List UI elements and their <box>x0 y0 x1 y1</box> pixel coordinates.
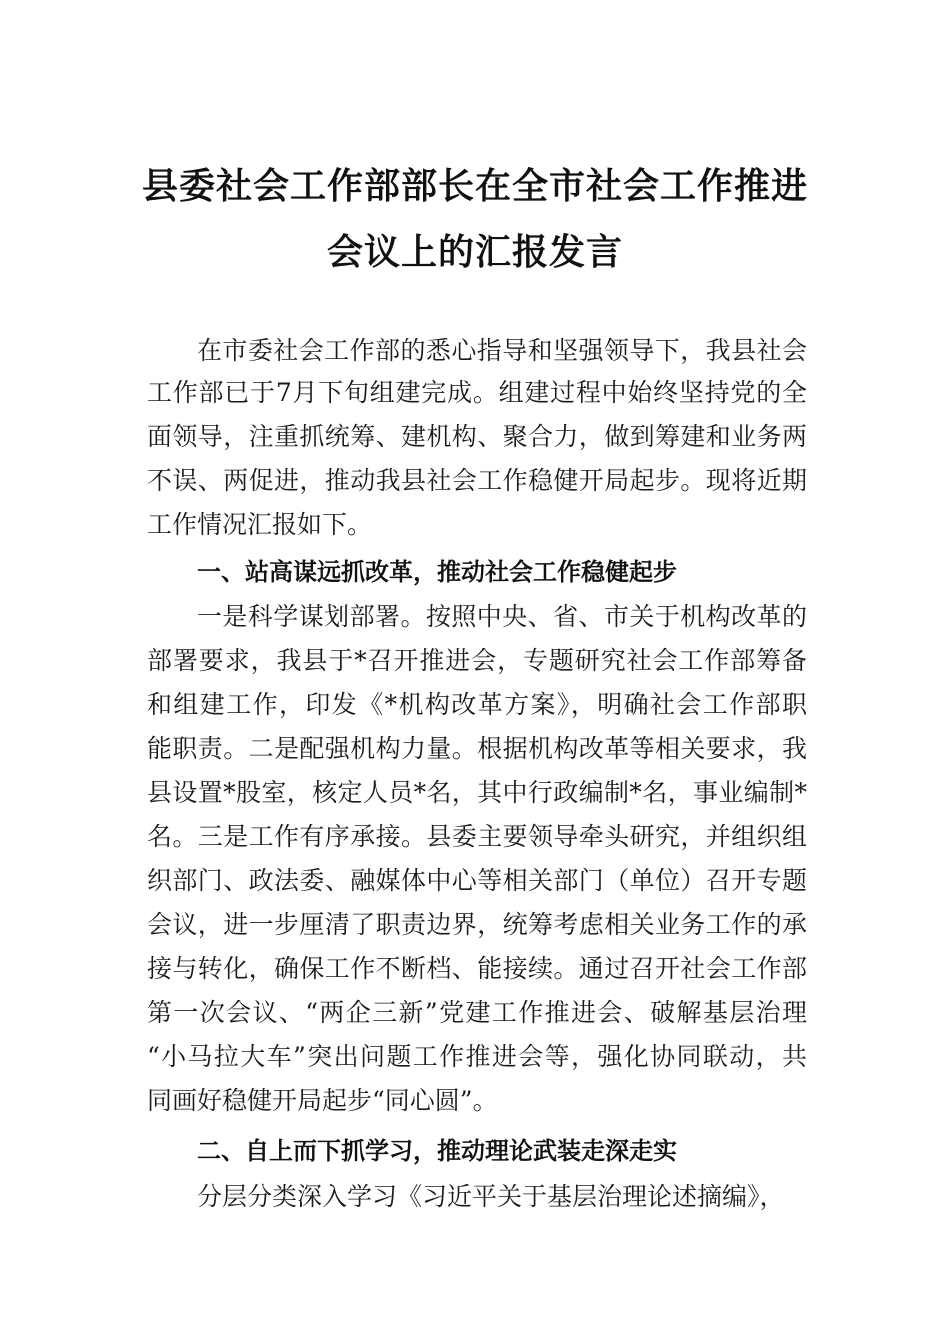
section-1-line: 第一次会议、“两企三新”党建工作推进会、破解基层治理 <box>147 998 807 1027</box>
document-title-line-1: 县委社会工作部部长在全市社会工作推进 <box>141 165 808 207</box>
section-1-line: 和组建工作，印发《*机构改革方案》，明确社会工作部职 <box>147 690 807 719</box>
section-1-line: 部署要求，我县于*召开推进会，专题研究社会工作部筹备 <box>147 646 807 675</box>
section-1-line: 一是科学谋划部署。按照中央、省、市关于机构改革的 <box>197 602 807 631</box>
section-1-line: 同画好稳健开局起步“同心圆”。 <box>147 1086 498 1115</box>
section-1-heading: 一、站高谋远抓改革，推动社会工作稳健起步 <box>197 558 677 586</box>
section-1-line: 名。三是工作有序承接。县委主要领导牵头研究，并组织组 <box>147 822 807 851</box>
section-2-line: 分层分类深入学习《习近平关于基层治理论述摘编》， <box>197 1182 785 1211</box>
document-title-line-2: 会议上的汇报发言 <box>326 231 623 273</box>
section-1-line: 会议，进一步厘清了职责边界，统筹考虑相关业务工作的承 <box>147 910 807 939</box>
section-1-line: 接与转化，确保工作不断档、能接续。通过召开社会工作部 <box>147 954 807 983</box>
intro-line: 面领导，注重抓统筹、建机构、聚合力，做到筹建和业务两 <box>147 422 807 451</box>
section-1-line: 县设置*股室，核定人员*名，其中行政编制*名，事业编制* <box>147 778 807 807</box>
intro-line: 不误、两促进，推动我县社会工作稳健开局起步。现将近期 <box>147 466 807 495</box>
section-2-heading: 二、自上而下抓学习，推动理论武装走深走实 <box>197 1137 677 1165</box>
section-1-line: “小马拉大车”突出问题工作推进会等，强化协同联动，共 <box>147 1042 807 1071</box>
intro-line: 工作情况汇报如下。 <box>147 510 373 539</box>
section-1-line: 能职责。二是配强机构力量。根据机构改革等相关要求，我 <box>147 734 807 763</box>
section-1-line: 织部门、政法委、融媒体中心等相关部门（单位）召开专题 <box>147 866 807 895</box>
intro-line: 工作部已于7月下旬组建完成。组建过程中始终坚持党的全 <box>147 378 807 407</box>
intro-line: 在市委社会工作部的悉心指导和坚强领导下，我县社会 <box>197 336 807 365</box>
